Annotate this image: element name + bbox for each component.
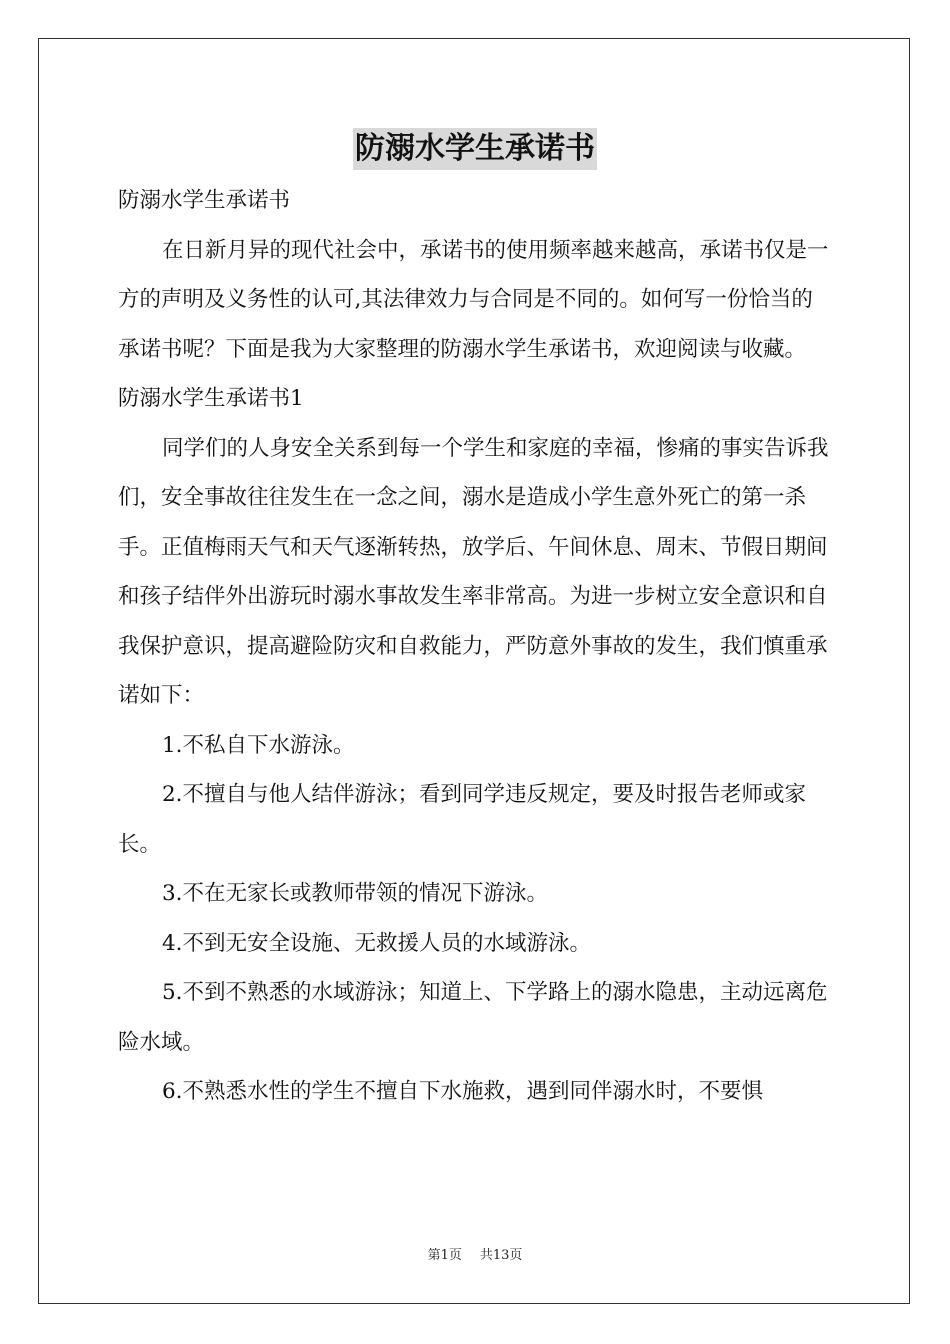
list-item: 5.不到不熟悉的水域游泳；知道上、下学路上的溺水隐患，主动远离危险水域。 [118,980,828,1055]
document-body [118,176,833,1117]
title-area [0,128,950,170]
document-subtitle: 防溺水学生承诺书 [118,188,291,213]
document-title: 防溺水学生承诺书 [353,128,597,170]
list-item: 3.不在无家长或教师带领的情况下游泳。 [162,881,549,906]
section-paragraph: 同学们的人身安全关系到每一个学生和家庭的幸福，惨痛的事实告诉我们，安全事故往往发生在一念之间，溺水是造成小学生意外死亡的第一杀手。正值梅雨天气和天气逐渐转热，放学后、午间休息、周末、节假日期间和孩子结伴外出游玩时溺水事故发生率非常高。为进一步树立安全意识和自我保护意识，提高避险防灾和自救能力，严防意外事故的发生，我们慎重承诺如下： [118,435,829,708]
section-heading: 防溺水学生承诺书1 [118,386,304,411]
intro-paragraph: 在日新月异的现代社会中，承诺书的使用频率越来越高，承诺书仅是一方的声明及义务性的认可,其法律效力与合同是不同的。如何写一份恰当的承诺书呢？下面是我为大家整理的防溺水学生承诺书，欢迎阅读与收藏。 [118,237,829,362]
list-item: 6.不熟悉水性的学生不擅自下水施救，遇到同伴溺水时，不要惧 [162,1079,764,1104]
list-item: 1.不私自下水游泳。 [162,732,355,758]
page-total: 共13页 [479,1248,523,1263]
page-number: 第1页 [427,1248,462,1263]
list-item: 2.不擅自与他人结伴游泳；看到同学违反规定，要及时报告老师或家长。 [118,782,807,857]
list-item: 4.不到无安全设施、无救援人员的水域游泳。 [162,930,592,956]
page-footer [0,1247,950,1265]
